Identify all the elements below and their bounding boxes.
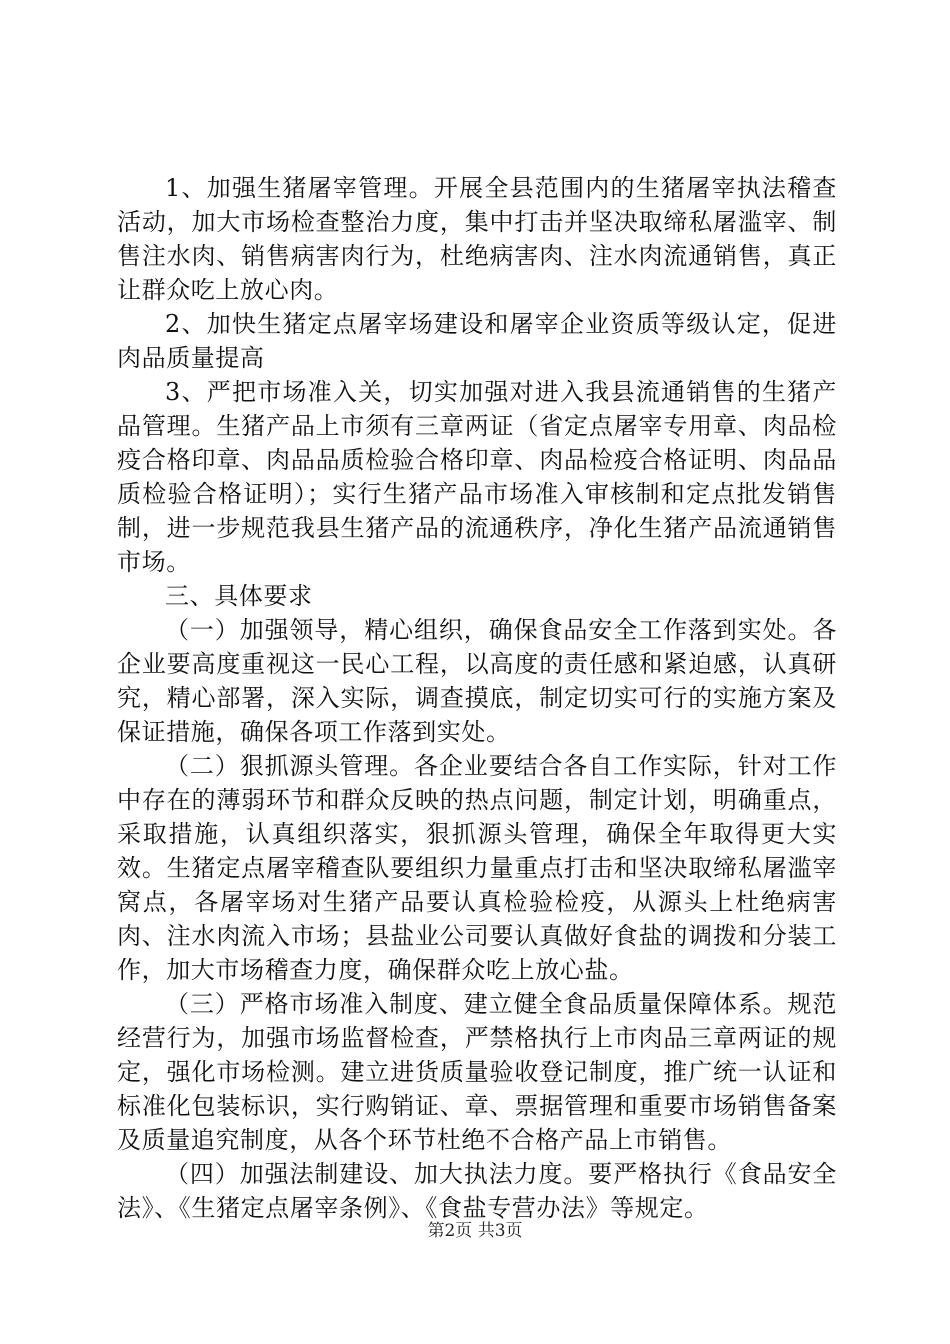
paragraph-slaughterhouse-construction: 2、加快生猪定点屠宰场建设和屠宰企业资质等级认定，促进肉品质量提高 xyxy=(117,310,837,372)
section-heading-specific-requirements: 三、具体要求 xyxy=(165,582,313,610)
paragraph-requirement-2: （二）狠抓源头管理。各企业要结合各自工作实际，针对工作中存在的薄弱环节和群众反映的热点问题，制定计划，明确重点，采取措施，认真组织落实，狠抓源头管理，确保全年取得更大实效。生猪定点屠宰稽查队要组织力量重点打击和坚决取缔私屠滥宰窝点，各屠宰场对生猪产品要认真检验检疫，从源头上杜绝病害肉、注水肉流入市场；县盐业公司要认真做好食盐的调拨和分装工作，加大市场稽查力度，确保群众吃上放心盐。 xyxy=(117,752,837,984)
paragraph-requirement-3: （三）严格市场准入制度、建立健全食品质量保障体系。规范经营行为，加强市场监督检查，严禁格执行上市肉品三章两证的规定，强化市场检测。建立进货质量验收登记制度，推广统一认证和标准化包装标识，实行购销证、章、票据管理和重要市场销售备案及质量追究制度，从各个环节杜绝不合格产品上市销售。 xyxy=(117,990,837,1154)
paragraph-requirement-4: （四）加强法制建设、加大执法力度。要严格执行《食品安全法》、《生猪定点屠宰条例》、《食盐专营办法》等规定。 xyxy=(117,1160,837,1222)
page-footer: 第2页 共3页 xyxy=(427,1221,523,1241)
paragraph-market-access: 3、严把市场准入关，切实加强对进入我县流通销售的生猪产品管理。生猪产品上市须有三章两证（省定点屠宰专用章、肉品检疫合格印章、肉品品质检验合格印章、肉品检疫合格证明、肉品品质检验合格证明）；实行生猪产品市场准入审核制和定点批发销售制，进一步规范我县生猪产品的流通秩序，净化生猪产品流通销售市场。 xyxy=(117,378,837,576)
paragraph-pig-slaughter-management: 1、加强生猪屠宰管理。开展全县范围内的生猪屠宰执法稽查活动，加大市场检查整治力度，集中打击并坚决取缔私屠滥宰、制售注水肉、销售病害肉行为，杜绝病害肉、注水肉流通销售，真正让群众吃上放心肉。 xyxy=(117,174,837,304)
document-body xyxy=(117,171,837,1225)
paragraph-requirement-1: （一）加强领导，精心组织，确保食品安全工作落到实处。各企业要高度重视这一民心工程，以高度的责任感和紧迫感，认真研究，精心部署，深入实际，调查摸底，制定切实可行的实施方案及保证措施，确保各项工作落到实处。 xyxy=(117,616,837,746)
